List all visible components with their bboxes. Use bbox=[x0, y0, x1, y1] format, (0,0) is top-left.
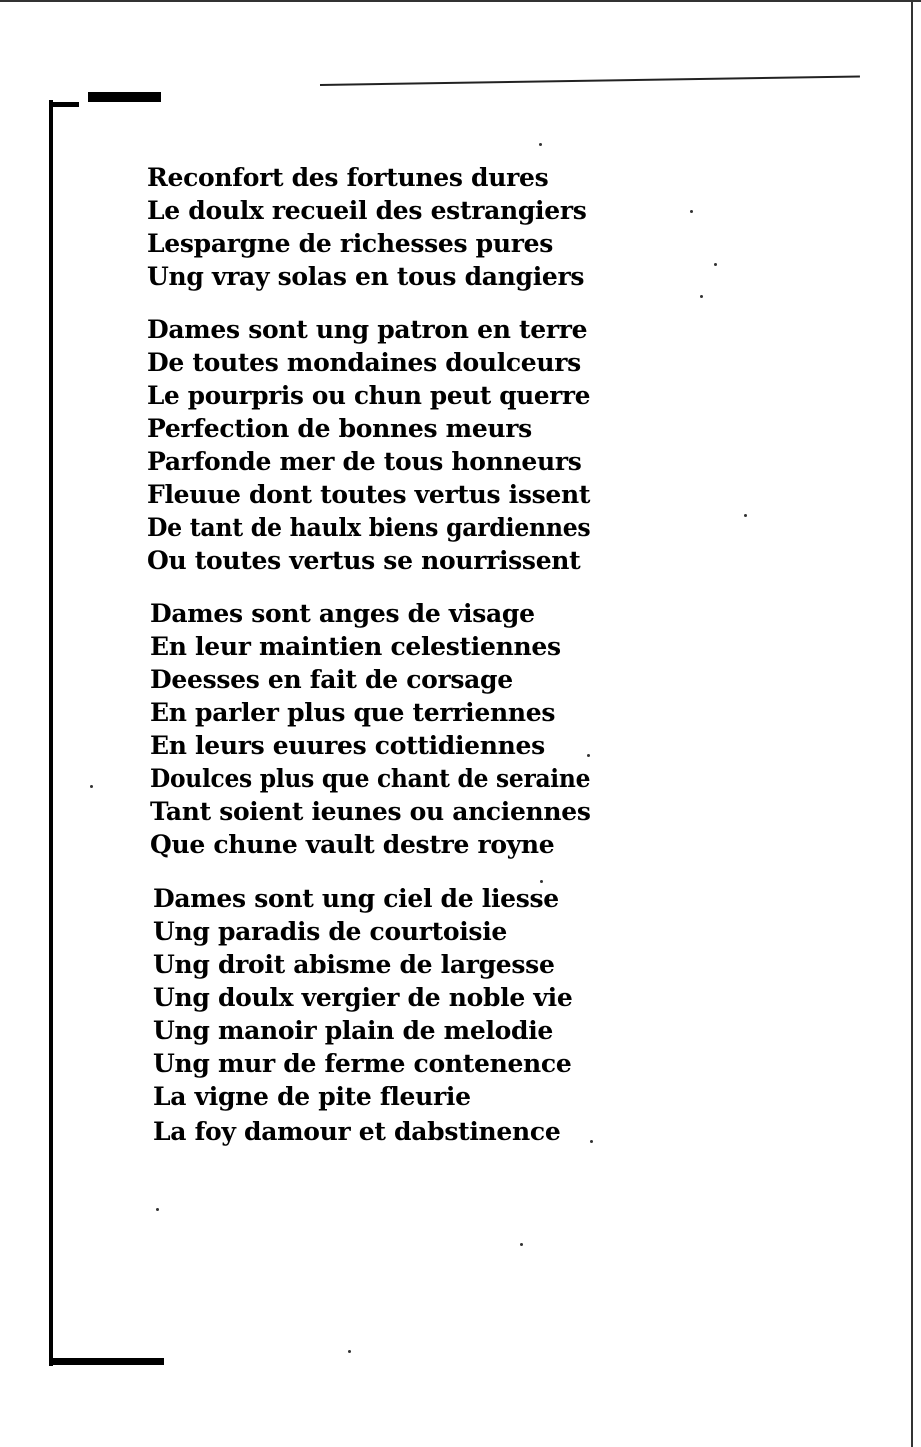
verse-line: La vigne de pite fleurie bbox=[153, 1082, 471, 1111]
verse-line: Ung mur de ferme contenence bbox=[153, 1049, 572, 1078]
scan-speck bbox=[90, 785, 93, 788]
verse-line: Ung droit abisme de largesse bbox=[153, 950, 555, 979]
verse-line: Ung vray solas en tous dangiers bbox=[147, 262, 585, 291]
verse-line: Le pourpris ou chun peut querre bbox=[147, 381, 591, 410]
verse-line: Tant soient ieunes ou anciennes bbox=[150, 797, 591, 826]
page-top-tick bbox=[49, 102, 79, 107]
verse-line: En leurs euures cottidiennes bbox=[150, 731, 545, 760]
scan-top-edge bbox=[0, 0, 921, 2]
scan-speck bbox=[156, 1208, 159, 1211]
verse-line: Deesses en fait de corsage bbox=[150, 665, 513, 694]
scan-speck bbox=[690, 210, 693, 213]
page-top-corner bbox=[88, 92, 161, 102]
verse-line: Reconfort des fortunes dures bbox=[147, 163, 549, 192]
verse-line: De tant de haulx biens gardiennes bbox=[147, 513, 591, 542]
scan-right-edge bbox=[911, 0, 913, 1447]
verse-line: De toutes mondaines doulceurs bbox=[147, 348, 581, 377]
scan-speck bbox=[539, 143, 542, 146]
page-top-rule bbox=[320, 76, 860, 86]
verse-line: Parfonde mer de tous honneurs bbox=[147, 447, 582, 476]
scan-speck bbox=[714, 263, 717, 266]
scan-speck bbox=[700, 295, 703, 298]
verse-line: Ung doulx vergier de noble vie bbox=[153, 983, 573, 1012]
verse-line: Dames sont ung patron en terre bbox=[147, 315, 588, 344]
scan-speck bbox=[587, 754, 590, 757]
verse-line: Fleuue dont toutes vertus issent bbox=[147, 480, 591, 509]
scan-speck bbox=[590, 1140, 593, 1143]
verse-line: Perfection de bonnes meurs bbox=[147, 414, 532, 443]
verse-line: Ung manoir plain de melodie bbox=[153, 1016, 553, 1045]
verse-line: Lespargne de richesses pures bbox=[147, 229, 553, 258]
verse-line: Dames sont ung ciel de liesse bbox=[153, 884, 559, 913]
verse-line: Que chune vault destre royne bbox=[150, 830, 555, 859]
verse-line: Dames sont anges de visage bbox=[150, 599, 535, 628]
page-bottom-corner bbox=[49, 1358, 164, 1365]
scan-speck bbox=[520, 1243, 523, 1246]
verse-line: En parler plus que terriennes bbox=[150, 698, 556, 727]
verse-line: Le doulx recueil des estrangiers bbox=[147, 196, 587, 225]
verse-line: Doulces plus que chant de seraine bbox=[150, 764, 591, 793]
verse-line: Ung paradis de courtoisie bbox=[153, 917, 507, 946]
scan-speck bbox=[348, 1350, 351, 1353]
verse-line: La foy damour et dabstinence bbox=[153, 1117, 561, 1146]
verse-line: Ou toutes vertus se nourrissent bbox=[147, 546, 581, 575]
verse-line: En leur maintien celestiennes bbox=[150, 632, 561, 661]
scan-speck bbox=[540, 880, 543, 883]
scan-speck bbox=[744, 514, 747, 517]
page-left-edge bbox=[49, 100, 53, 1366]
